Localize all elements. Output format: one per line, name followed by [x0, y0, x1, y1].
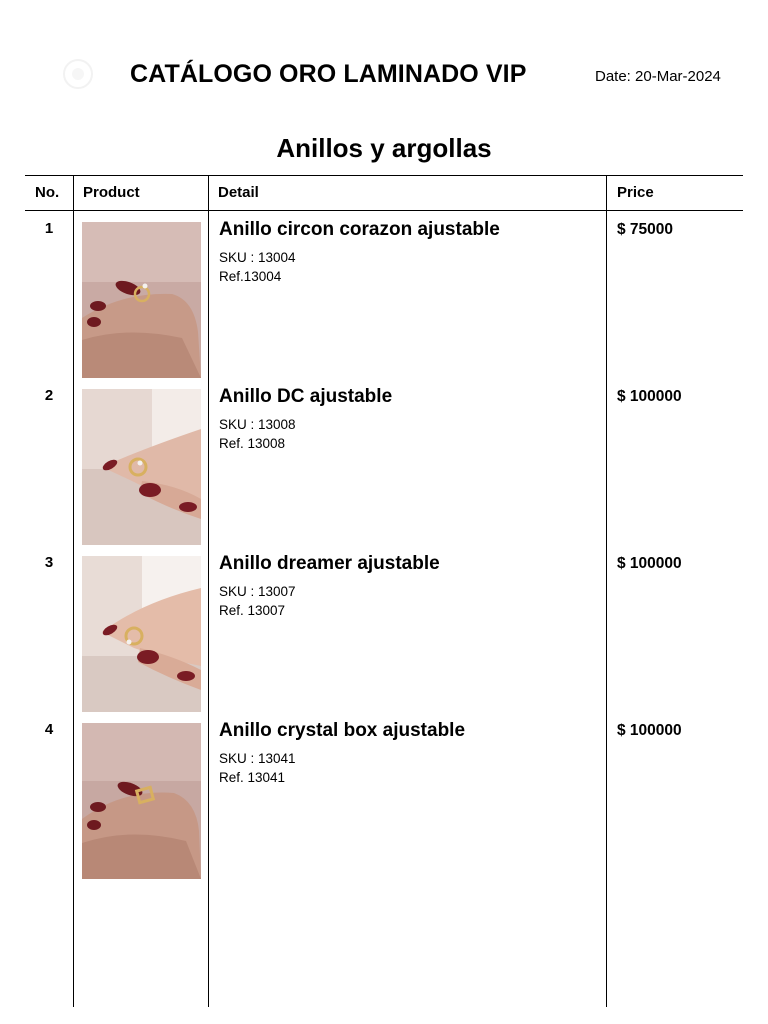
- product-sku: SKU : 13004: [219, 250, 296, 265]
- product-table: [25, 175, 743, 1007]
- product-name: Anillo crystal box ajustable: [219, 720, 466, 741]
- product-image: [82, 389, 201, 545]
- table-row: [25, 711, 743, 871]
- row-number: 3: [44, 554, 54, 571]
- row-number: 2: [44, 387, 54, 404]
- product-image: [82, 556, 201, 712]
- table-row: [25, 210, 743, 370]
- product-price: $ 100000: [617, 388, 682, 405]
- logo-icon: [56, 52, 100, 96]
- column-header-product: Product: [83, 184, 140, 201]
- product-name: Anillo DC ajustable: [219, 386, 393, 407]
- section-title: Anillos y argollas: [276, 133, 492, 163]
- product-name: Anillo circon corazon ajustable: [219, 219, 500, 240]
- product-price: $ 100000: [617, 555, 682, 572]
- row-number: 4: [44, 721, 54, 738]
- column-header-no: No.: [35, 184, 60, 201]
- product-ref: Ref.13004: [219, 269, 282, 284]
- product-ref: Ref. 13007: [219, 603, 286, 618]
- product-name: Anillo dreamer ajustable: [219, 553, 440, 574]
- catalog-title: CATÁLOGO ORO LAMINADO VIP: [130, 60, 527, 88]
- column-header-price: Price: [617, 184, 654, 201]
- product-ref: Ref. 13008: [219, 436, 286, 451]
- table-top-rule: [25, 175, 743, 176]
- product-sku: SKU : 13041: [219, 751, 296, 766]
- table-row: [25, 544, 743, 704]
- product-price: $ 75000: [617, 221, 674, 238]
- catalog-date: Date: 20-Mar-2024: [595, 68, 721, 85]
- product-image: [82, 222, 201, 378]
- table-row: [25, 377, 743, 537]
- row-number: 1: [44, 220, 54, 237]
- product-sku: SKU : 13008: [219, 417, 296, 432]
- product-image: [82, 723, 201, 879]
- product-sku: SKU : 13007: [219, 584, 296, 599]
- column-header-detail: Detail: [218, 184, 259, 201]
- product-ref: Ref. 13041: [219, 770, 286, 785]
- product-price: $ 100000: [617, 722, 682, 739]
